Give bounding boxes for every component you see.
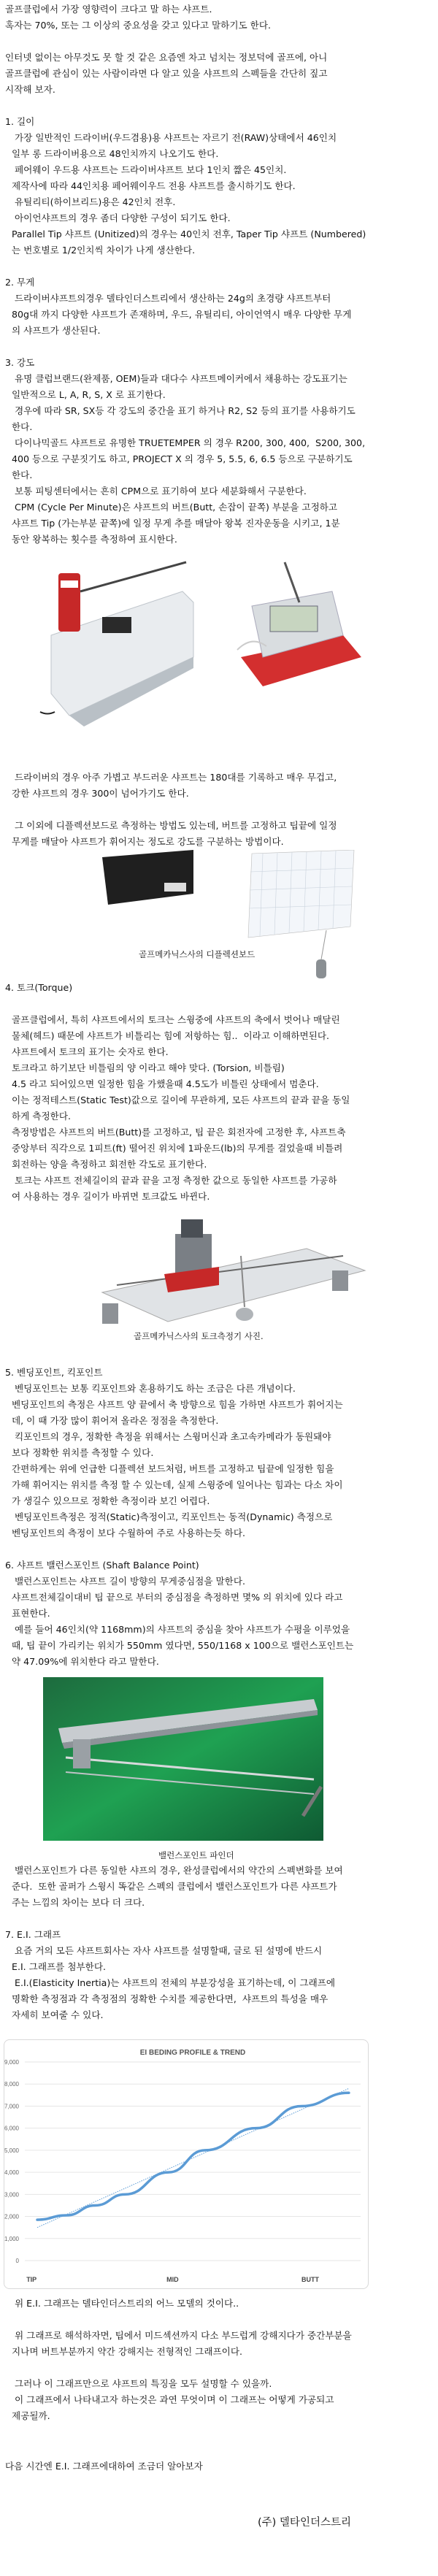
text-line: 중앙부터 직각으로 1피트(ft) 떨어진 위치에 1파운드(lb)의 무게를 걸었을때 비틀려 — [12, 1143, 343, 1154]
text-line: 측정방법은 샤프트의 버트(Butt)를 고정하고, 팁 끝은 회전자에 고정한 후, 샤프트축 — [12, 1127, 346, 1138]
y-tick-label: 6,000 — [4, 2125, 19, 2132]
deflection-board-photo — [0, 850, 438, 980]
ei-graph-interpretation — [0, 2328, 438, 2360]
x-category-label: BUTT — [301, 2276, 319, 2283]
section-length-body — [0, 130, 438, 258]
section-bend-point-body — [0, 1381, 438, 1541]
text-line: 가장 일반적인 드라이버(우드겸용)용 샤프트는 자르기 전(RAW)상태에서 46인치 — [12, 132, 337, 143]
text-line: 인터넷 없이는 아무것도 못 할 것 같은 요즘엔 차고 넘치는 정보덕에 골프에, 아니 — [5, 52, 328, 63]
text-line: 유틸리티(하이브리드)용은 42인치 전후. — [12, 196, 176, 207]
ei-graph-questions — [0, 2376, 438, 2424]
ei-graph-note — [0, 2296, 438, 2312]
text-line: 의 샤프트가 생산된다. — [12, 325, 101, 336]
text-line: 유명 클럽브랜드(완제품, OEM)들과 대다수 샤프트메이커에서 채용하는 강도표기는 — [12, 373, 347, 384]
balance-point-notes — [0, 1863, 438, 1911]
text-line: 벤딩포인트는 보통 킥포인트와 혼용하기도 하는 조금은 다른 개념이다. — [12, 1383, 296, 1394]
y-tick-label: 9,000 — [4, 2059, 19, 2066]
section-flex-body — [0, 371, 438, 548]
text-line: 간편하게는 위에 언급한 디플렉션 보드처럼, 버트를 고정하고 팁끝에 일정한 힘을 — [12, 1463, 334, 1474]
text-line: 밸런스포인트가 다른 동일한 샤프의 경우, 완성클럽에서의 약간의 스펙변화를 보여 — [12, 1865, 343, 1876]
section-heading-bend-point: 5. 벤딩포인트, 킥포인트 — [5, 1367, 103, 1378]
balance-point-finder-caption: 밸런스포인트 파인더 — [158, 1850, 234, 1860]
text-line: 때, 팁 끝이 가리키는 위치가 550mm 였다면, 550/1168 x 100으로 밸런스포인트는 — [12, 1640, 354, 1651]
text-line: E.I. 그래프를 첨부한다. — [12, 1961, 107, 1972]
text-line: 일반적으로 L, A, R, S, X 로 표기한다. — [12, 389, 166, 400]
ei-profile-line — [37, 2093, 349, 2220]
text-line: 벤딩포인트측정은 정적(Static)측정이고, 킥포인트는 동적(Dynamic) 측정으로 — [12, 1511, 333, 1522]
section-weight-body — [0, 291, 438, 339]
section-heading-length: 1. 길이 — [5, 116, 35, 127]
section-heading-torque: 4. 토크(Torque) — [5, 982, 73, 993]
text-line: 이는 정적테스트(Static Test)값으로 길이에 무관하게, 모든 샤프트의 끝과 끝을 동일 — [12, 1095, 350, 1105]
intro-paragraph — [0, 1, 438, 34]
text-line: 토크는 샤프트 전체길이의 끝과 끝을 고정 측정한 값으로 동일한 샤프트를 가공하 — [12, 1175, 337, 1186]
text-line: 벤딩포인트의 측정은 샤프트 양 끝에서 축 방향으로 힘을 가하면 샤프트가 휘어지는 — [12, 1399, 343, 1410]
x-category-label: MID — [166, 2276, 179, 2283]
text-line: 벤딩포인트의 측정이 보다 수월하여 주로 사용하는듯 하다. — [12, 1527, 245, 1538]
section-heading-flex: 3. 강도 — [5, 357, 35, 368]
ei-chart-block — [0, 2023, 438, 2296]
text-line: 하게 측정한다. — [12, 1111, 71, 1122]
deflection-board-caption: 골프메카닉스사의 디플렉션보드 — [139, 949, 256, 959]
text-line: 가 생길수 있으므로 정확한 측정이라 보긴 어렵다. — [12, 1495, 210, 1506]
text-line: 일부 롱 드라이버용으로 48인치까지 나오기도 한다. — [12, 148, 219, 159]
cpm-machine-images — [0, 548, 438, 770]
text-line: 지나며 버트부분까지 약간 강해지는 전형적인 그래프이다. — [12, 2346, 242, 2357]
section-heading-ei-graph: 7. E.I. 그래프 — [5, 1929, 61, 1940]
y-tick-label: 7,000 — [4, 2103, 19, 2110]
text-line: 샤프트에서 토크의 표기는 숫자로 한다. — [12, 1046, 169, 1057]
section-ei-graph-body — [0, 1943, 438, 2023]
text-line: 킥포인트의 경우, 정확한 측정을 위해서는 스윙머신과 초고속카메라가 동원돼야 — [12, 1431, 331, 1442]
text-line: 무게를 매달아 샤프트가 휘어지는 정도로 강도를 구분하는 방법이다. — [12, 836, 284, 847]
text-line: 시작해 보자. — [5, 84, 55, 95]
text-line: 한다. — [12, 421, 33, 432]
text-line: 강한 샤프트의 경우 300이 넘어가기도 한다. — [12, 788, 189, 799]
section-balance-point-body — [0, 1573, 438, 1670]
text-line: CPM (Cycle Per Minute)은 샤프트의 버트(Butt, 손잡이 끝쪽) 부분을 고정하고 — [12, 502, 338, 513]
y-tick-label: 5,000 — [4, 2147, 19, 2154]
text-line: 드라이버샤프트의경우 델타인더스트리에서 생산하는 24g의 초경량 샤프트부터 — [12, 293, 331, 304]
article — [0, 1, 438, 2531]
text-line: 위 그래프로 해석하자면, 팁에서 미드섹션까지 다소 부드럽게 강해지다가 중간부분을 — [12, 2330, 352, 2341]
section-heading-balance-point: 6. 샤프트 밸런스포인트 (Shaft Balance Point) — [5, 1560, 199, 1571]
text-line: 준다. 또한 골퍼가 스윙시 똑같은 스펙의 클럽에서 밸런스포인트가 다른 샤프트가 — [12, 1881, 337, 1892]
text-line: 밸런스포인트는 샤프트 길이 방향의 무게중심점을 말한다. — [12, 1576, 245, 1587]
text-line: E.I.(Elasticity Inertia)는 샤프트의 전체의 부분강성을 표기하는데, 이 그래프에 — [12, 1977, 336, 1988]
text-line: 한다. — [12, 469, 33, 480]
text-line: 토크라고 하기보단 비틀림의 양 이라고 해야 맞다. (Torsion, 비틀림) — [12, 1062, 285, 1073]
text-line: 여 사용하는 경우 길이가 바뀌면 토크값도 바뀐다. — [12, 1191, 210, 1202]
section-torque-body — [0, 1012, 438, 1205]
text-line: 혹자는 70%, 또는 그 이상의 중요성을 갖고 있다고 말하기도 한다. — [5, 20, 272, 31]
intro-paragraph-2 — [0, 50, 438, 98]
torque-machine-caption: 골프메카닉스사의 토크측정기 사진. — [134, 1331, 264, 1341]
text-line: 아이언샤프트의 경우 좀더 다양한 구성이 되기도 한다. — [12, 212, 231, 223]
text-line: 4.5 라고 되어있으면 일정한 힘을 가했을때 4.5도가 비틀린 상태에서 멈춘다. — [12, 1078, 319, 1089]
text-line: 그러나 이 그래프만으로 샤프트의 특징을 모두 설명할 수 있을까. — [12, 2378, 272, 2389]
deflection-board-text — [0, 818, 438, 850]
text-line: 요즘 거의 모든 샤프트회사는 자사 샤프트를 설명할때, 글로 된 설명에 반드시 — [12, 1945, 323, 1956]
text-line: 드라이버의 경우 아주 가볍고 부드러운 샤프트는 180대를 기록하고 매우 무겁고, — [12, 772, 337, 783]
text-line: 80g대 까지 다양한 샤프트가 존재하며, 우드, 유틸리티, 아이언역시 매우 다양한 무게 — [12, 309, 352, 320]
text-line: 샤프트전체길이대비 팁 끝으로 부터의 중심점을 측정하면 몇% 의 위치에 있다 라고 — [12, 1592, 343, 1603]
x-category-label: TIP — [26, 2276, 37, 2283]
y-tick-label: 4,000 — [4, 2169, 19, 2177]
text-line: 제공될까. — [12, 2410, 50, 2421]
text-line: Parallel Tip 샤프트 (Unitized)의 경우는 40인치 전후, Taper Tip 샤프트 (Numbered) — [12, 229, 366, 239]
text-line: 샤프트 Tip (가는부분 끝쪽)에 일정 무게 추를 매달아 왕복 진자운동을 시키고, 1분 — [12, 518, 340, 529]
text-line: 400 등으로 구분짓기도 하고, PROJECT X 의 경우 5, 5.5, 6, 6.5 등으로 구분하기도 — [12, 453, 353, 464]
text-line: 페어웨이 우드용 샤프트는 드라이버샤프트 보다 1인치 짧은 45인치. — [12, 164, 287, 175]
text-line: 약 47.09%에 위치한다 라고 말한다. — [12, 1656, 159, 1667]
cpm-machine-photo — [0, 548, 438, 770]
y-tick-label: 3,000 — [4, 2191, 19, 2199]
text-line: 다이나믹골드 샤프트로 유명한 TRUETEMPER 의 경우 R200, 300, 400, S200, 300, — [12, 437, 366, 448]
chart-title: EI BEDING PROFILE & TREND — [139, 2049, 246, 2057]
trend-line — [37, 2088, 349, 2227]
text-line: 경우에 따라 SR, SX등 각 강도의 중간을 표기 하거나 R2, S2 등의 표기를 사용하기도 — [12, 405, 356, 416]
text-line: 이 그래프에서 나타내고자 하는것은 과연 무엇이며 이 그래프는 어떻게 가공되고 — [12, 2394, 334, 2405]
text-line: 골프클럽에서, 특히 샤프트에서의 토크는 스윙중에 샤프트의 축에서 벗어나 매달린 — [12, 1014, 340, 1025]
balance-point-finder-photo — [0, 1670, 438, 1863]
balance-point-finder-figure — [0, 1670, 438, 1863]
text-line: 자세히 보여줄 수 있다. — [12, 2009, 104, 2020]
text-line: 물체(헤드) 때문에 샤프트가 비틀리는 힘에 저항하는 힘.. 이라고 이해하면된다. — [12, 1030, 329, 1041]
text-line: 명확한 측정점과 각 측정점의 정확한 수치를 제공한다면, 샤프트의 특성을 매우 — [12, 1993, 328, 2004]
ei-chart-svg — [4, 2040, 369, 2290]
text-line: 제작사에 따라 44인치용 페어웨이우드 전용 샤프트를 출시하기도 한다. — [12, 180, 296, 191]
text-line: 가해 휘어지는 위치를 측정 할 수 있는데, 실제 스윙중에 일어나는 힘과는 다소 차이 — [12, 1479, 343, 1490]
cpm-range-text — [0, 770, 438, 802]
text-line: 골프클럽에 관심이 있는 사람이라면 다 알고 있을 샤프트의 스펙들을 간단히 짚고 — [5, 68, 328, 79]
y-tick-label: 0 — [15, 2258, 19, 2264]
y-tick-label: 2,000 — [4, 2213, 19, 2220]
text-line: 예를 들어 46인치(약 1168mm)의 샤프트의 중심을 찾아 샤프트가 수평을 이루었을 — [12, 1624, 350, 1635]
next-time-text: 다음 시간엔 E.I. 그래프에대하여 조금더 알아보자 — [5, 2461, 203, 2472]
text-line: 회전하는 양을 측정하고 회전한 각도로 표기한다. — [12, 1159, 207, 1170]
deflection-board-figure — [0, 850, 438, 980]
y-tick-label: 1,000 — [4, 2235, 19, 2242]
text-line: 보통 피팅센터에서는 흔히 CPM으로 표기하여 보다 세분화해서 구분한다. — [12, 486, 307, 497]
text-line: 표현한다. — [12, 1608, 50, 1619]
text-line: 그 이외에 디플렉션보드로 측정하는 방법도 있는데, 버트를 고정하고 팁끝에 일정 — [12, 820, 337, 831]
y-tick-label: 8,000 — [4, 2081, 19, 2088]
text-line: 는 번호별로 1/2인치씩 차이가 나게 생산한다. — [12, 245, 196, 256]
section-heading-weight: 2. 무게 — [5, 277, 35, 288]
text-line: 데, 이 때 가장 많이 휘어져 올라온 정점을 측정한다. — [12, 1415, 219, 1426]
text-line: 골프클럽에서 가장 영향력이 크다고 말 하는 샤프트. — [5, 4, 212, 15]
text-line: 주는 느낌의 차이는 보다 더 크다. — [12, 1897, 145, 1908]
torque-machine-figure — [0, 1205, 438, 1365]
ei-bending-chart — [4, 2039, 369, 2289]
company-signature: (주) 델타인더스트리 — [258, 2517, 351, 2529]
text-line: 동안 왕복하는 횟수를 측정하여 표시한다. — [12, 534, 177, 545]
text-line: 보다 정확한 위치를 측정할 수 있다. — [12, 1447, 154, 1458]
text-line: 위 E.I. 그래프는 델타인더스트리의 어느 모델의 것이다.. — [12, 2298, 239, 2309]
